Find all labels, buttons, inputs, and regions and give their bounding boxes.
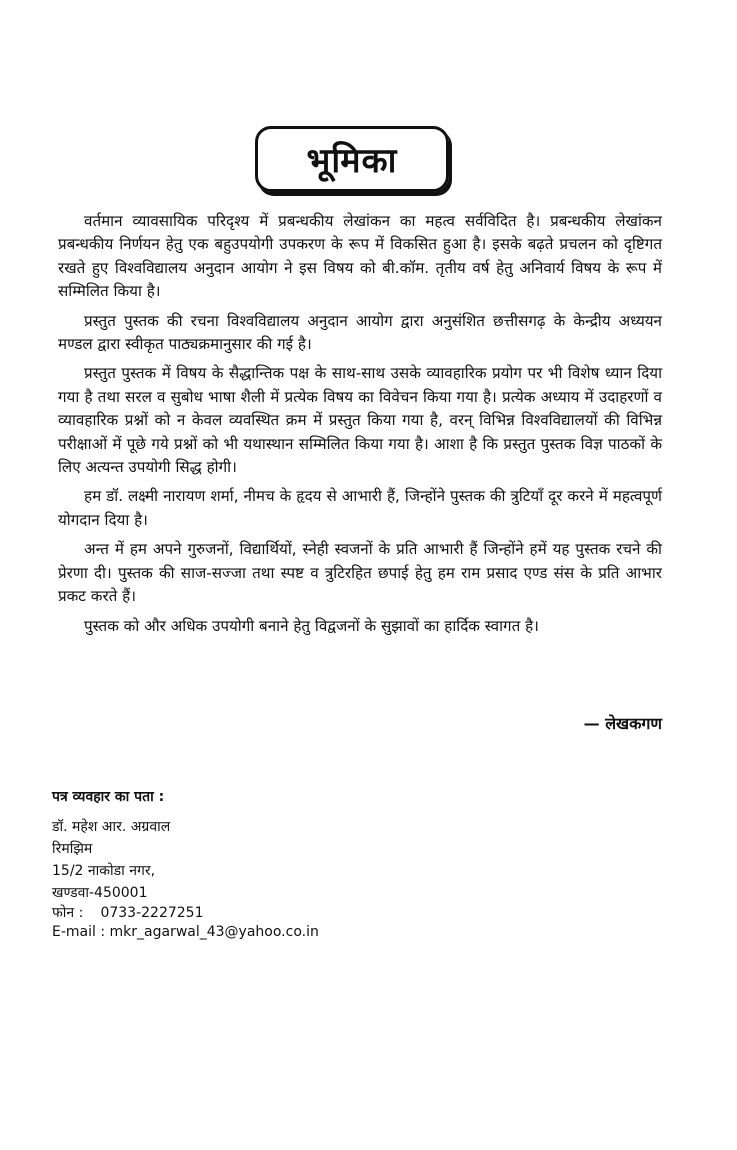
title-frame	[255, 126, 449, 192]
paragraph-3: प्रस्तुत पुस्तक में विषय के सैद्धान्तिक पक्ष के साथ-साथ उसके व्यावहारिक प्रयोग पर भी विशेष ध्यान दिया गया है तथा सरल व सुबोध भाषा शैली में प्रत्येक विषय का विवेचन किया गया है। प्रत्येक अध्याय में उदाहरणों व व्यावहारिक प्रश्नों को न केवल व्यवस्थित क्रम में प्रस्तुत किया गया है, वरन् विभिन्न विश्वविद्यालयों की विभिन्न परीक्षाओं में पूछे गये प्रश्नों को भी यथास्थान सम्मिलित किया गया है। आशा है कि प्रस्तुत पुस्तक विज्ञ पाठकों के लिए अत्यन्त उपयोगी सिद्ध होगी।	[58, 364, 662, 477]
address-city: खण्डवा-450001	[52, 885, 148, 901]
preface-body	[58, 210, 662, 644]
paragraph-6: पुस्तक को और अधिक उपयोगी बनाने हेतु विद्वजनों के सुझावों का हार्दिक स्वागत है।	[84, 616, 539, 635]
paragraph-4: हम डॉ. लक्ष्मी नारायण शर्मा, नीमच के हृदय से आभारी हैं, जिन्होंने पुस्तक की त्रुटियाँ दूर करने में महत्वपूर्ण योगदान दिया है।	[58, 487, 662, 529]
phone-number: 0733-2227251	[100, 905, 204, 921]
address-heading: पत्र व्यवहार का पता :	[52, 789, 165, 805]
address-house: रिमझिम	[52, 841, 93, 857]
correspondence-address	[52, 786, 452, 942]
paragraph-2: प्रस्तुत पुस्तक की रचना विश्वविद्यालय अनुदान आयोग द्वारा अनुसंशित छत्तीसगढ़ के केन्द्रीय अध्ययन मण्डल द्वारा स्वीकृत पाठ्यक्रमानुसार की गई है।	[58, 311, 662, 354]
email-address: mkr_agarwal_43@yahoo.co.in	[109, 924, 319, 940]
page-title: भूमिका	[306, 141, 398, 181]
address-phone-row	[52, 904, 452, 923]
address-street: 15/2 नाकोडा नगर,	[52, 863, 156, 879]
address-name: डॉ. महेश आर. अग्रवाल	[52, 819, 171, 835]
paragraph-5: अन्त में हम अपने गुरुजनों, विद्यार्थियों, स्नेही स्वजनों के प्रति आभारी हैं जिन्होंने हमें यह पुस्तक रचने की प्रेरणा दी। पुस्तक की साज-सज्जा तथा स्पष्ट व त्रुटिरहित छपाई हेतु हम राम प्रसाद एण्ड संस के प्रति आभार प्रकट करते हैं।	[58, 540, 662, 606]
email-label: E-mail :	[52, 924, 106, 940]
paragraph-1: वर्तमान व्यावसायिक परिदृश्य में प्रबन्धकीय लेखांकन का महत्व सर्वविदित है। प्रबन्धकीय लेखांकन प्रबन्धकीय निर्णयन हेतु एक बहुउपयोगी उपकरण के रूप में विकसित हुआ है। इसके बढ़ते प्रचलन को दृष्टिगत रखते हुए विश्वविद्यालय अनुदान आयोग ने इस विषय को बी.कॉम. तृतीय वर्ष हेतु अनिवार्य विषय के रूप में सम्मिलित किया है।	[58, 212, 662, 301]
phone-label: फोन :	[52, 905, 84, 921]
address-email-row	[52, 923, 452, 942]
signature: — लेखकगण	[583, 714, 662, 733]
